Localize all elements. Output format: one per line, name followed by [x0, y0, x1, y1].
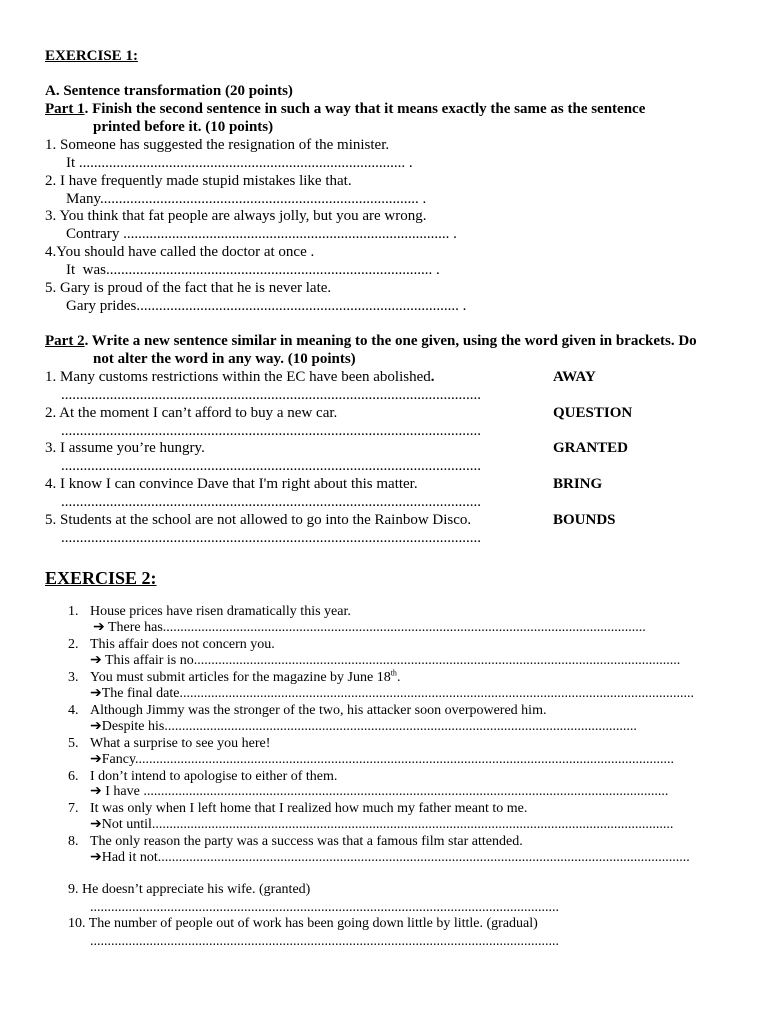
part2-answer-1[interactable]: ................................................................................................................ [61, 387, 481, 403]
ex2-item-5-question: What a surprise to see you here! [90, 736, 271, 751]
ex2-item-6-answer[interactable]: ➔ I have ...................................................................................................................................................... [90, 784, 669, 799]
part2-answer-2[interactable]: ................................................................................................................ [61, 423, 481, 439]
part1-answer-3[interactable]: Contrary ....................................................................................... . [66, 226, 457, 242]
part1-question-5: 5. Gary is proud of the fact that he is never late. [45, 280, 332, 296]
ex2-item-3-question-end: . [396, 670, 401, 685]
ex2-item-3-question [90, 668, 401, 685]
ex2-item-8-number: 8. [68, 834, 79, 849]
part2-keyword-2: QUESTION [553, 405, 633, 421]
ex2-item-10-question: 10. The number of people out of work has been going down little by little. (gradual) [68, 916, 538, 931]
part1-answer-5[interactable]: Gary prides...................................................................................... . [66, 298, 467, 314]
part2-answer-3[interactable]: ................................................................................................................ [61, 458, 481, 474]
ex2-item-2-answer[interactable]: ➔ This affair is no........................................................................................................................................... [90, 653, 681, 668]
ex2-item-5-number: 5. [68, 736, 79, 751]
part2-question-1 [45, 370, 435, 385]
ex2-item-3-superscript: th [390, 668, 397, 678]
ex2-item-8-question: The only reason the party was a success was that a famous film star attended. [90, 834, 523, 849]
section-a-heading: A. Sentence transformation (20 points) [45, 83, 293, 99]
ex2-item-1-question: House prices have risen dramatically this year. [90, 604, 351, 619]
part1-question-3: 3. You think that fat people are always jolly, but you are wrong. [45, 208, 427, 224]
ex2-item-6-question: I don’t intend to apologise to either of them. [90, 769, 338, 784]
ex2-item-4-question: Although Jimmy was the stronger of the two, his attacker soon overpowered him. [90, 703, 547, 718]
ex2-item-2-number: 2. [68, 637, 79, 652]
part2-instruction-cont: not alter the word in any way. (10 points) [93, 351, 356, 367]
part1-answer-2[interactable]: Many..................................................................................... . [66, 191, 427, 207]
ex2-item-10-answer[interactable]: ...................................................................................................................................... [90, 934, 559, 949]
ex2-item-1-number: 1. [68, 604, 79, 619]
ex2-item-7-question: It was only when I left home that I realized how much my father meant to me. [90, 801, 528, 816]
ex2-item-4-number: 4. [68, 703, 79, 718]
exercise-1-title: EXERCISE 1: [45, 48, 138, 64]
part1-question-2: 2. I have frequently made stupid mistakes like that. [45, 173, 352, 189]
ex2-item-5-answer[interactable]: ➔Fancy.......................................................................................................................................................... [90, 752, 675, 767]
part1-answer-4[interactable]: It was....................................................................................... . [66, 262, 440, 278]
ex2-item-9-answer[interactable]: ...................................................................................................................................... [90, 900, 559, 915]
part2-question-1-end: . [430, 369, 435, 385]
ex2-item-7-number: 7. [68, 801, 79, 816]
ex2-item-4-answer[interactable]: ➔Despite his....................................................................................................................................... [90, 719, 637, 734]
ex2-item-3-question-text: You must submit articles for the magazine by June 18 [90, 670, 391, 685]
exercise-2-title: EXERCISE 2: [45, 568, 157, 588]
ex2-item-3-number: 3. [68, 670, 79, 685]
ex2-item-7-answer[interactable]: ➔Not until..................................................................................................................................................... [90, 817, 674, 832]
ex2-item-6-number: 6. [68, 769, 79, 784]
part2-keyword-5: BOUNDS [553, 512, 616, 528]
part1-answer-1[interactable]: It ....................................................................................... . [66, 155, 413, 171]
ex2-item-1-answer[interactable]: ➔ There has.......................................................................................................................................... [93, 620, 646, 635]
part2-keyword-4: BRING [553, 476, 603, 492]
ex2-item-2-question: This affair does not concern you. [90, 637, 275, 652]
part2-instruction-text: . Write a new sentence similar in meaning to the one given, using the word given in brackets. Do [84, 333, 697, 349]
part2-label: Part 2 [45, 333, 85, 349]
ex2-item-3-answer[interactable]: ➔The final date................................................................................................................................................... [90, 686, 694, 701]
part2-question-2: 2. At the moment I can’t afford to buy a new car. [45, 405, 338, 421]
part1-question-4: 4.You should have called the doctor at once . [45, 244, 315, 260]
part1-instruction-cont: printed before it. (10 points) [93, 119, 274, 135]
part2-question-5: 5. Students at the school are not allowed to go into the Rainbow Disco. [45, 512, 472, 528]
part1-instruction [45, 102, 645, 117]
part2-keyword-3: GRANTED [553, 440, 629, 456]
part2-question-4: 4. I know I can convince Dave that I'm right about this matter. [45, 476, 418, 492]
part1-label: Part 1 [45, 101, 85, 117]
part2-question-3: 3. I assume you’re hungry. [45, 440, 205, 456]
part2-question-1-text: 1. Many customs restrictions within the EC have been abolished [45, 369, 431, 385]
part2-keyword-1: AWAY [553, 369, 596, 385]
part2-answer-4[interactable]: ................................................................................................................ [61, 494, 481, 510]
part1-question-1: 1. Someone has suggested the resignation of the minister. [45, 137, 390, 153]
part1-instruction-text: . Finish the second sentence in such a way that it means exactly the same as the sentence [84, 101, 646, 117]
ex2-item-8-answer[interactable]: ➔Had it not........................................................................................................................................................ [90, 850, 690, 865]
ex2-item-9-question: 9. He doesn’t appreciate his wife. (granted) [68, 882, 311, 897]
part2-answer-5[interactable]: ................................................................................................................ [61, 530, 481, 546]
part2-instruction [45, 334, 697, 349]
